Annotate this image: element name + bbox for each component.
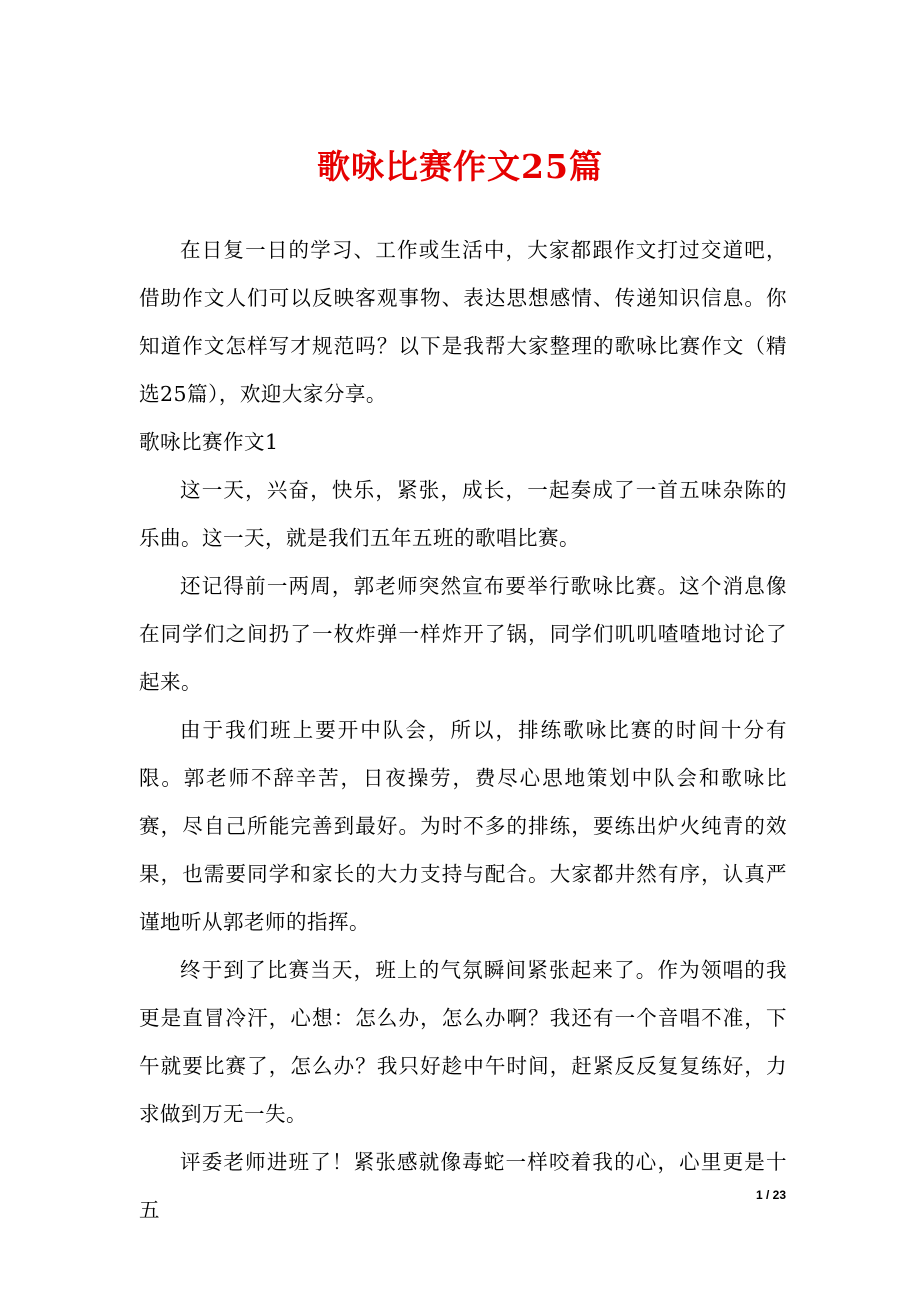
section-heading: 歌咏比赛作文1 [139, 430, 279, 454]
document-title: 歌咏比赛作文25篇 [317, 147, 603, 186]
paragraph: 评委老师进班了！紧张感就像毒蛇一样咬着我的心，心里更是十五 [139, 1150, 787, 1222]
document-body [139, 226, 787, 1234]
page-number: 1 / 23 [755, 1188, 786, 1202]
paragraph: 终于到了比赛当天，班上的气氛瞬间紧张起来了。作为领唱的我更是直冒冷汗，心想：怎么办，怎么办啊？我还有一个音唱不准，下午就要比赛了，怎么办？我只好趁中午时间，赶紧反反复复练好，力求做到万无一失。 [139, 958, 787, 1126]
paragraph: 这一天，兴奋，快乐，紧张，成长，一起奏成了一首五味杂陈的乐曲。这一天，就是我们五年五班的歌唱比赛。 [139, 478, 787, 550]
paragraph: 由于我们班上要开中队会，所以，排练歌咏比赛的时间十分有限。郭老师不辞辛苦，日夜操劳，费尽心思地策划中队会和歌咏比赛，尽自己所能完善到最好。为时不多的排练，要练出炉火纯青的效果，也需要同学和家长的大力支持与配合。大家都井然有序，认真严谨地听从郭老师的指挥。 [139, 718, 787, 934]
paragraph-intro: 在日复一日的学习、工作或生活中，大家都跟作文打过交道吧，借助作文人们可以反映客观事物、表达思想感情、传递知识信息。你知道作文怎样写才规范吗？以下是我帮大家整理的歌咏比赛作文（精选25篇），欢迎大家分享。 [139, 238, 787, 406]
paragraph: 还记得前一两周，郭老师突然宣布要举行歌咏比赛。这个消息像在同学们之间扔了一枚炸弹一样炸开了锅，同学们叽叽喳喳地讨论了起来。 [139, 574, 787, 694]
